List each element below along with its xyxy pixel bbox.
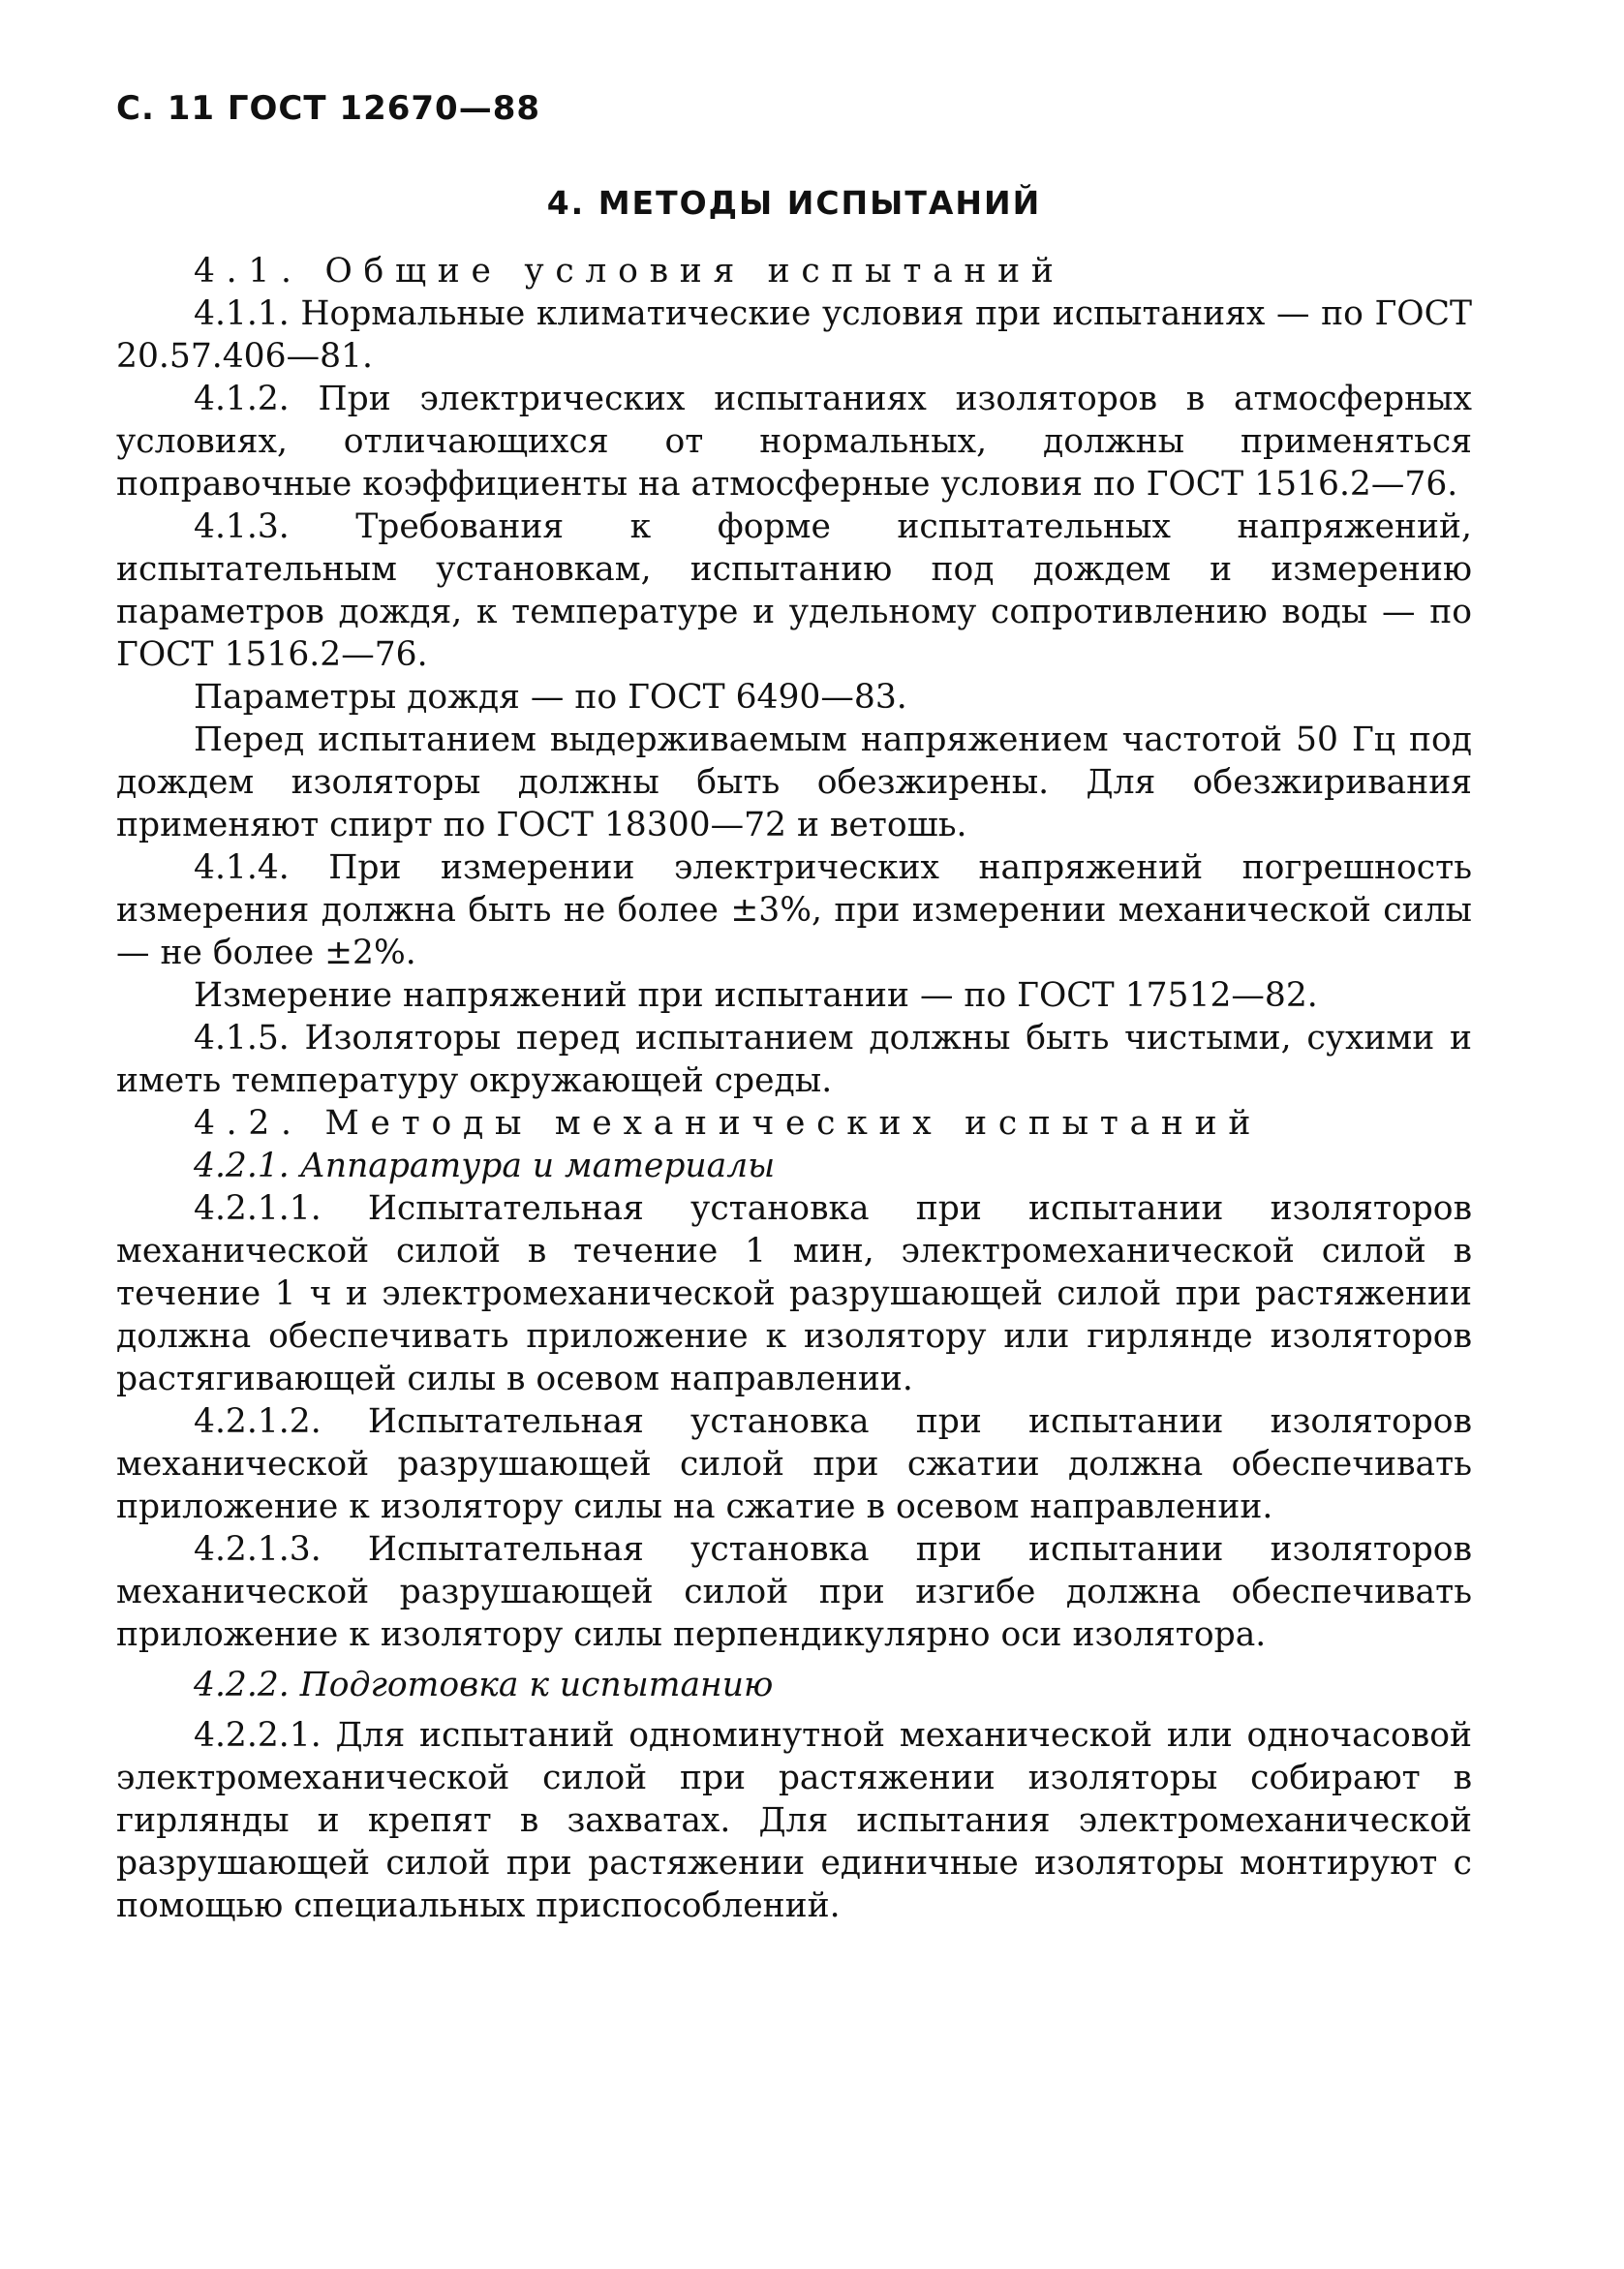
paragraph-4-1-1: 4.1.1. Нормальные климатические условия при испытаниях — по ГОСТ 20.57.406—81. [116,294,1472,376]
subsection-heading-4-2: 4.2. Методы механических испытаний [194,1104,1263,1143]
paragraph-rain-parameters: Параметры дождя — по ГОСТ 6490—83. [194,678,907,717]
paragraph-4-2-2-1: 4.2.2.1. Для испытаний одноминутной механической или одночасовой электромеханической силой при растяжении изоляторы собирают в гирлянды и крепят в захватах. Для испытания электромеханической разрушающей силой при растяжении единичные изоляторы монтируют с помощью специальных приспособлений. [116,1716,1472,1925]
paragraph-4-2-1-1: 4.2.1.1. Испытательная установка при испытании изоляторов механической силой в течение 1 мин, электромеханической силой в течение 1 ч и электромеханической разрушающей силой при растяжении должна обеспечивать приложение к изолятору или гирлянде изоляторов растягивающей силы в осевом направлении. [116,1189,1472,1398]
document-page [116,0,1472,2269]
subsection-heading-4-1: 4.1. Общие условия испытаний [194,252,1065,291]
paragraph-degreasing: Перед испытанием выдерживаемым напряжением частотой 50 Гц под дождем изоляторы должны быть обезжирены. Для обезжиривания применяют спирт по ГОСТ 18300—72 и ветошь. [116,721,1472,844]
body-text [116,250,1472,1927]
subheading-4-2-1: 4.2.1. Аппаратура и материалы [194,1147,776,1185]
paragraph-4-1-2: 4.1.2. При электрических испытаниях изоляторов в атмосферных условиях, отличающихся от нормальных, должны применяться поправочные коэффициенты на атмосферные условия по ГОСТ 1516.2—76. [116,380,1472,504]
section-title: 4. МЕТОДЫ ИСПЫТАНИЙ [546,184,1042,222]
paragraph-4-1-4: 4.1.4. При измерении электрических напряжений погрешность измерения должна быть не более ±3%, при измерении механической силы — не более ±2%. [116,848,1472,972]
paragraph-voltage-measurement: Измерение напряжений при испытании — по ГОСТ 17512—82. [194,976,1318,1015]
paragraph-4-2-1-3: 4.2.1.3. Испытательная установка при испытании изоляторов механической разрушающей силой при изгибе должна обеспечивать приложение к изолятору силы перпендикулярно оси изолятора. [116,1530,1472,1654]
page-header: С. 11 ГОСТ 12670—88 [116,89,541,128]
paragraph-4-1-5: 4.1.5. Изоляторы перед испытанием должны быть чистыми, сухими и иметь температуру окружающей среды. [116,1019,1472,1100]
paragraph-4-1-3: 4.1.3. Требования к форме испытательных напряжений, испытательным установкам, испытанию под дождем и измерению параметров дождя, к температуре и удельному сопротивлению воды — по ГОСТ 1516.2—76. [116,507,1472,674]
subheading-4-2-2: 4.2.2. Подготовка к испытанию [194,1666,774,1704]
paragraph-4-2-1-2: 4.2.1.2. Испытательная установка при испытании изоляторов механической разрушающей силой при сжатии должна обеспечивать приложение к изолятору силы на сжатие в осевом направлении. [116,1402,1472,1526]
